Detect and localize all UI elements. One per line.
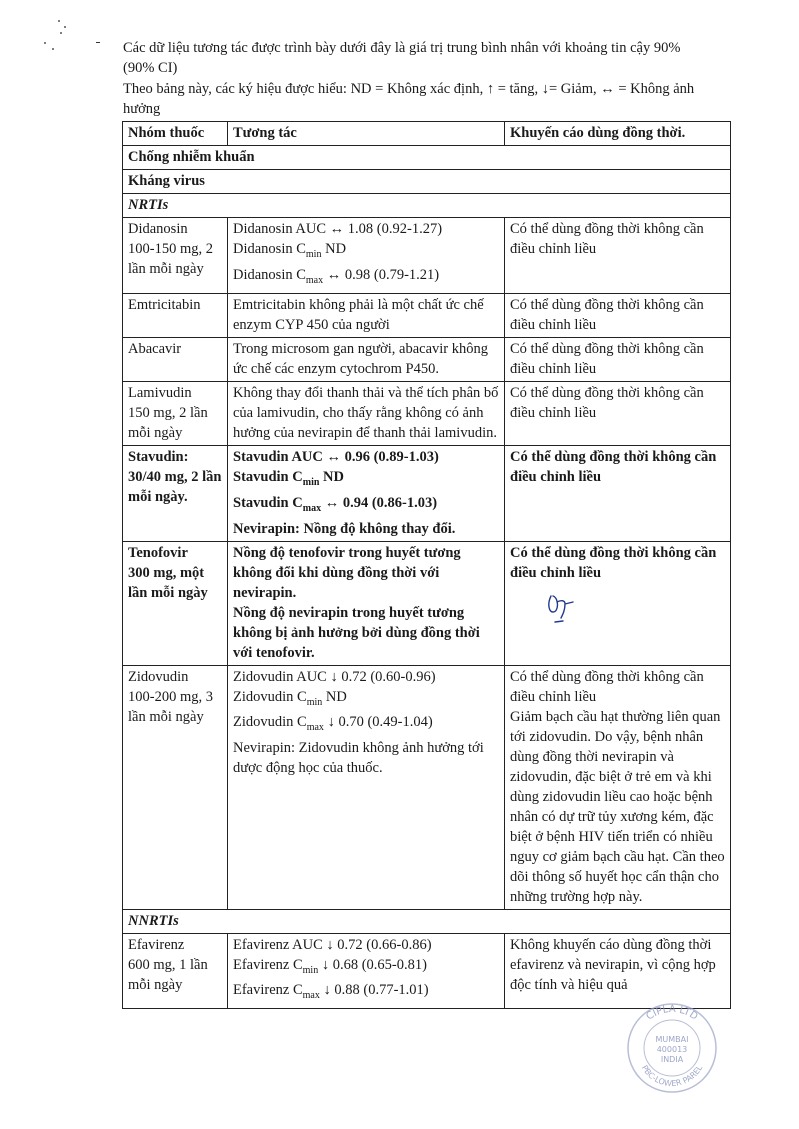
handwritten-initials	[543, 588, 583, 628]
interaction-line: Zidovudin $C_{min}$ ND	[233, 688, 347, 708]
recommendation-cell: Có thể dùng đồng thời không cần điều chỉnh liều	[505, 541, 731, 665]
interaction-line: Zidovudin $C_{max}$ ↓ 0.70 (0.49-1.04)	[233, 714, 433, 734]
drug-name: Tenofovir	[128, 544, 188, 561]
section-row	[123, 170, 731, 194]
interaction-cell	[228, 933, 505, 1009]
interaction-line: Stavudin AUC ↔ 0.96 (0.89-1.03)	[233, 448, 439, 465]
interaction-line: Efavirenz AUC ↓ 0.72 (0.66-0.86)	[233, 936, 432, 953]
interaction-line: Nồng độ tenofovir trong huyết tương không đổi khi dùng đồng thời với nevirapin.	[233, 544, 461, 601]
section-antiviral: Kháng virus	[123, 170, 731, 194]
drug-cell	[123, 445, 228, 541]
scan-dash	[96, 42, 100, 43]
header-interaction: Tương tác	[228, 122, 505, 146]
recommendation-cell: Không khuyến cáo dùng đồng thời efavirenz và nevirapin, vì cộng hợp độc tính và hiệu quả	[505, 933, 731, 1009]
interaction-cell	[228, 218, 505, 294]
recommendation-cell: Có thể dùng đồng thời không cần điều chỉnh liều	[505, 381, 731, 445]
drug-name: Stavudin:	[128, 448, 189, 465]
interaction-line: Efavirenz $C_{min}$ ↓ 0.68 (0.65-0.81)	[233, 956, 427, 976]
section-anti-infective: Chống nhiễm khuẩn	[123, 146, 731, 170]
drug-dose: 600 mg, 1 lần mỗi ngày	[128, 956, 208, 993]
group-row	[123, 909, 731, 933]
group-nrtis: NRTIs	[123, 194, 731, 218]
table-row	[123, 445, 731, 541]
group-row	[123, 194, 731, 218]
drug-name: Abacavir	[128, 340, 182, 357]
interaction-line: Nevirapin: Zidovudin không ảnh hưởng tới dược động học của thuốc.	[233, 740, 484, 777]
recommendation-cell: Có thể dùng đồng thời không cần điều chỉnh liều	[505, 337, 731, 381]
drug-name: Zidovudin	[128, 668, 189, 685]
recommendation-cell	[505, 665, 731, 909]
interaction-line: Efavirenz $C_{max}$ ↓ 0.88 (0.77-1.01)	[233, 982, 429, 1002]
stamp-top-text: CIPLA LTD	[644, 1003, 700, 1023]
drug-cell	[123, 293, 228, 337]
drug-cell	[123, 665, 228, 909]
drug-name: Lamivudin	[128, 384, 192, 401]
drug-dose: 150 mg, 2 lần mỗi ngày	[128, 404, 208, 441]
recommendation-cell: Có thể dùng đồng thời không cần điều chỉnh liều	[505, 445, 731, 541]
stamp-country: INDIA	[660, 1055, 684, 1064]
table-row	[123, 665, 731, 909]
table-header-row	[123, 122, 731, 146]
recommendation-note: Giảm bạch cầu hạt thường liên quan tới zidovudin. Do vậy, bệnh nhân dùng đồng thời nevirapin và zidovudin, đặc biệt ở trẻ em và khi dùng zidovudin liều cao hoặc bệnh nhân có dự trữ tủy xương kém, đặc biệt ở bệnh HIV tiến triển có nhiều nguy cơ giảm bạch cầu hạt. Cần theo dõi thông số huyết học cẩn thận cho những trường hợp này.	[510, 708, 725, 905]
drug-dose: 100-150 mg, 2 lần mỗi ngày	[128, 241, 213, 277]
recommendation-cell: Có thể dùng đồng thời không cần điều chỉnh liều	[505, 293, 731, 337]
drug-cell	[123, 218, 228, 294]
interaction-line: Didanosin $C_{max}$ ↔ 0.98 (0.79-1.21)	[233, 266, 440, 286]
interaction-cell: Không thay đổi thanh thải và thể tích phân bố của lamivudin, cho thấy rằng không có ảnh hưởng của nevirapin để thanh thải lamivudin.	[228, 381, 505, 445]
interaction-line: Stavudin $C_{max}$ ↔ 0.94 (0.86-1.03)	[233, 494, 438, 514]
section-row	[123, 146, 731, 170]
interaction-line: Didanosin AUC ↔ 1.08 (0.92-1.27)	[233, 221, 443, 237]
drug-cell	[123, 933, 228, 1009]
drug-cell	[123, 381, 228, 445]
drug-name: Efavirenz	[128, 936, 185, 953]
interaction-line: Didanosin $C_{min}$ ND	[233, 241, 347, 260]
drug-dose: 30/40 mg, 2 lần mỗi ngày.	[128, 468, 222, 505]
drug-name: Didanosin	[128, 221, 188, 237]
table-row	[123, 337, 731, 381]
interaction-cell	[228, 665, 505, 909]
stamp-city: MUMBAI	[655, 1035, 689, 1044]
interaction-cell	[228, 541, 505, 665]
recommendation-text: Có thể dùng đồng thời không cần điều chỉnh liều	[510, 668, 704, 705]
intro-ci-note: Các dữ liệu tương tác được trình bày dưới đây là giá trị trung bình nhân với khoảng tin cậy 90% (90% CI)	[123, 40, 681, 76]
company-seal-stamp	[622, 996, 722, 1096]
table-row	[123, 541, 731, 665]
drug-dose: 300 mg, một lần mỗi ngày	[128, 564, 208, 601]
drug-dose: 100-200 mg, 3 lần mỗi ngày	[128, 688, 213, 725]
interaction-line: Nồng độ nevirapin trong huyết tương không bị ảnh hưởng bởi dùng đồng thời với tenofovir.	[233, 604, 480, 661]
stamp-bottom-text: PBC-LOWER PAREL	[639, 1063, 705, 1089]
interaction-line: Stavudin $C_{min}$ ND	[233, 468, 344, 488]
table-row	[123, 293, 731, 337]
intro-text	[123, 38, 713, 120]
stamp-postcode: 400013	[656, 1045, 688, 1054]
interaction-line: Nevirapin: Nồng độ không thay đổi.	[233, 520, 456, 537]
interaction-line: Zidovudin AUC ↓ 0.72 (0.60-0.96)	[233, 668, 436, 685]
header-drug-group: Nhóm thuốc	[123, 122, 228, 146]
interaction-cell: Trong microsom gan người, abacavir không ức chế các enzym cytochrom P450.	[228, 337, 505, 381]
recommendation-cell: Có thể dùng đồng thời không cần điều chỉnh liều	[505, 218, 731, 294]
table-row	[123, 218, 731, 294]
interaction-table	[122, 121, 731, 1009]
intro-symbol-legend: Theo bảng này, các ký hiệu được hiểu: ND = Không xác định, ↑ = tăng, ↓= Giảm, ↔ = Không ảnh hưởng	[123, 81, 695, 117]
drug-cell	[123, 541, 228, 665]
header-recommendation: Khuyến cáo dùng đồng thời.	[505, 122, 731, 146]
interaction-cell: Emtricitabin không phải là một chất ức chế enzym CYP 450 của người	[228, 293, 505, 337]
drug-name: Emtricitabin	[128, 296, 201, 313]
scan-marks	[38, 18, 68, 58]
interaction-cell	[228, 445, 505, 541]
group-nnrtis: NNRTIs	[123, 909, 731, 933]
table-row	[123, 381, 731, 445]
drug-cell	[123, 337, 228, 381]
